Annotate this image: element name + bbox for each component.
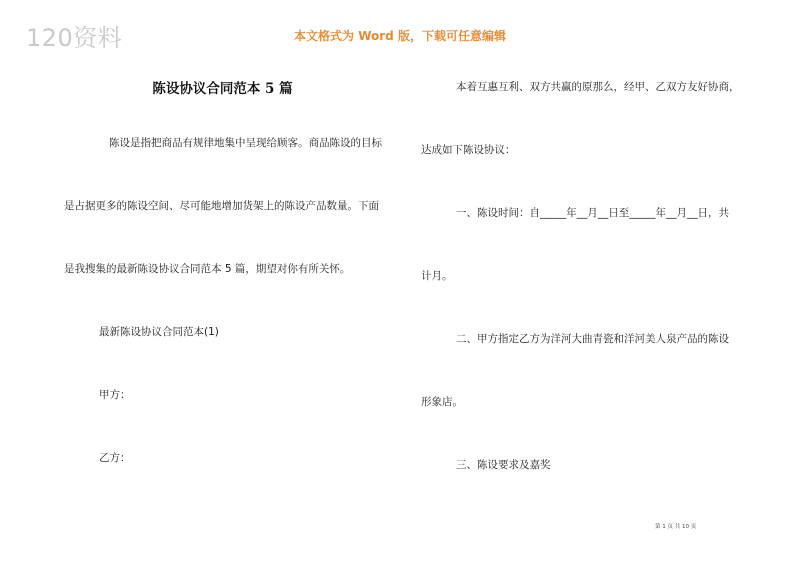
paragraph-line: 是我搜集的最新陈设协议合同范本 5 篇，期望对你有所关怀。 <box>64 263 351 275</box>
page-number: 第 1 页 共 10 页 <box>655 524 697 530</box>
clause-requirements: 三、陈设要求及嘉奖 <box>456 459 551 471</box>
paragraph-line: 达成如下陈设协议： <box>421 144 516 156</box>
paragraph-line: 本着互惠互利、双方共赢的原那么，经甲、乙双方友好协商， <box>456 81 740 93</box>
paragraph-line: 计月。 <box>421 270 453 282</box>
clause-time: 一、陈设时间：自_____年__月__日至_____年__月__日，共 <box>456 207 729 219</box>
paragraph-line: 陈设是指把商品有规律地集中呈现给顾客。商品陈设的目标 <box>109 137 382 149</box>
party-b-label: 乙方： <box>99 452 131 464</box>
watermark-logo: 120资料 <box>26 24 123 52</box>
paragraph-line: 形象店。 <box>421 396 463 408</box>
clause-store: 二、甲方指定乙方为洋河大曲青瓷和洋河美人泉产品的陈设 <box>456 333 729 345</box>
section-heading: 最新陈设协议合同范本(1) <box>99 326 219 338</box>
document-title: 陈设协议合同范本 5 篇 <box>152 81 293 97</box>
party-a-label: 甲方： <box>99 389 131 401</box>
paragraph-line: 是占据更多的陈设空间、尽可能地增加货架上的陈设产品数量。下面 <box>64 200 379 212</box>
format-notice: 本文格式为 Word 版，下载可任意编辑 <box>294 29 506 43</box>
